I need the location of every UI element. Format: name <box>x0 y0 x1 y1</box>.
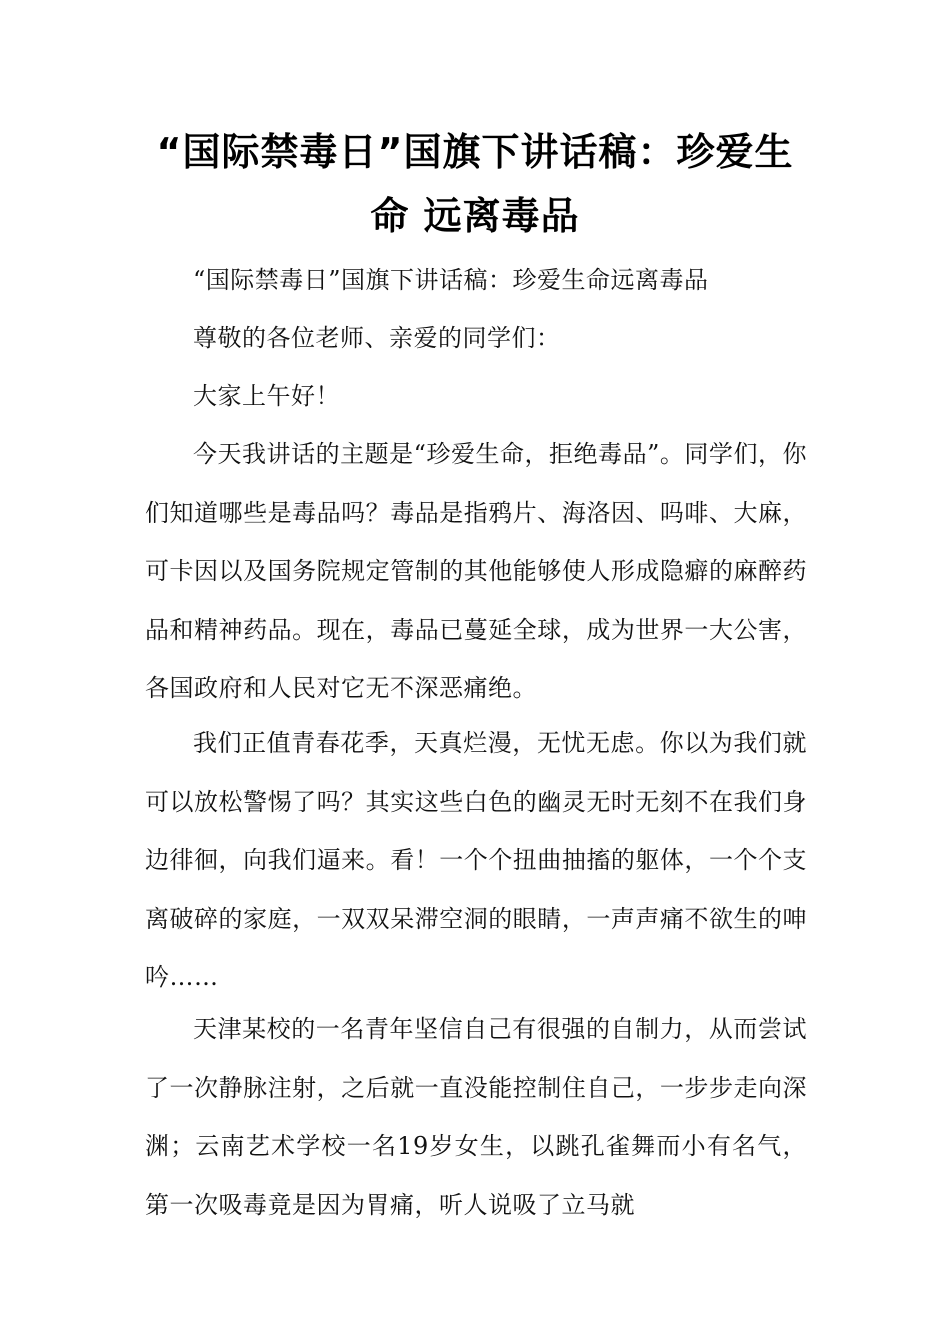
paragraph-body-2: 我们正值青春花季，天真烂漫，无忧无虑。你以为我们就可以放松警惕了吗？其实这些白色的幽灵无时无刻不在我们身边徘徊，向我们逼来。看！一个个扭曲抽搐的躯体，一个个支离破碎的家庭，一双双呆滞空洞的眼睛，一声声痛不欲生的呻吟…… <box>145 729 807 991</box>
paragraph-body-1: 今天我讲话的主题是“珍爱生命，拒绝毒品”。同学们，你们知道哪些是毒品吗？毒品是指鸦片、海洛因、吗啡、大麻，可卡因以及国务院规定管制的其他能够使人形成隐癖的麻醉药品和精神药品。现在，毒品已蔓延全球，成为世界一大公害，各国政府和人民对它无不深恶痛绝。 <box>145 440 807 702</box>
paragraph-body-3: 天津某校的一名青年坚信自己有很强的自制力，从而尝试了一次静脉注射，之后就一直没能控制住自己，一步步走向深渊；云南艺术学校一名19岁女生，以跳孔雀舞而小有名气，第一次吸毒竟是因为胃痛，听人说吸了立马就 <box>145 1015 807 1219</box>
paragraph-greeting: 大家上午好！ <box>193 382 340 410</box>
paragraph-subtitle: “国际禁毒日”国旗下讲话稿：珍爱生命远离毒品 <box>193 266 709 294</box>
document-title: “国际禁毒日”国旗下讲话稿：珍爱生命 远离毒品 <box>156 130 794 238</box>
paragraph-salutation: 尊敬的各位老师、亲爱的同学们： <box>193 324 561 352</box>
